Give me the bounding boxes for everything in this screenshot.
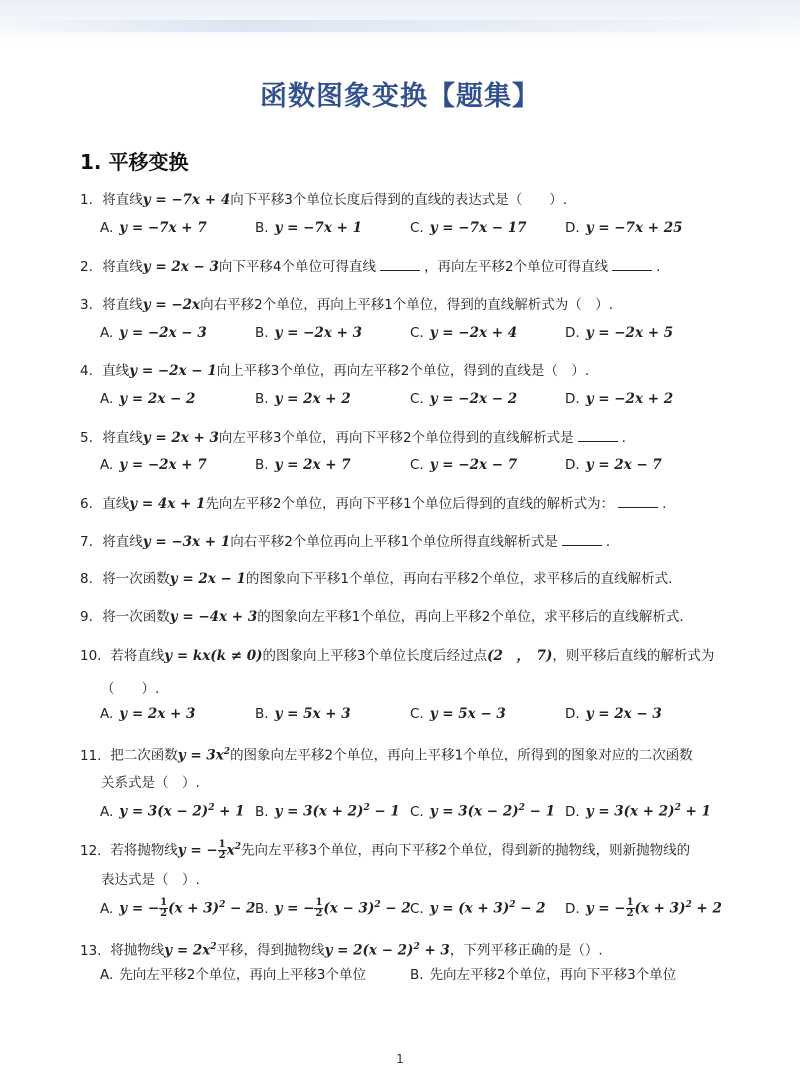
option-c[interactable]: C. y = −7x − 17 [410,220,527,236]
question-number: 4. [80,363,93,379]
option-d[interactable]: D. y = −2x + 2 [565,391,674,407]
option-d[interactable]: D. y = 2x − 7 [565,457,662,473]
question-number: 12. [80,842,102,859]
question-number: 13. [80,942,102,959]
question-number: 7. [80,534,93,550]
answer-blank[interactable] [612,256,652,271]
question-number: 6. [80,496,93,512]
question-10-continuation: （ ）. [101,681,160,697]
math-expression: y = −7x + 4 [142,192,231,208]
option-a[interactable]: A. 先向左平移2个单位，再向上平移3个单位 [100,967,366,983]
question-number: 11. [80,747,102,764]
question-number: 3. [80,297,93,313]
option-c[interactable]: C. $y = (x + 3)^2 - 2$ [410,900,546,917]
question-8: 8. 将一次函数y = 2x − 1的图象向下平移1个单位，再向右平移2个单位，求平移后的直线解析式. [80,571,673,587]
option-c[interactable]: C. y = −2x − 7 [410,457,518,473]
question-11: 11. 把二次函数$y = 3x^2$的图象向左平移2个单位，再向上平移1个单位，所得到的图象对应的二次函数 [80,747,693,764]
answer-blank[interactable] [618,493,658,508]
question-12-continuation: 表达式是（ ）. [101,872,200,888]
question-number: 9. [80,609,93,625]
question-number: 10. [80,648,102,664]
option-b[interactable]: B. y = −2x + 3 [255,325,362,341]
option-b[interactable]: B. y = 5x + 3 [255,706,351,722]
option-d[interactable]: D. $y = 3(x + 2)^2 + 1$ [565,803,711,820]
option-b[interactable]: B. y = 2x + 2 [255,391,351,407]
option-a[interactable]: A. y = −2x − 3 [100,325,207,341]
question-10: 10. 若将直线y = kx(k ≠ 0)的图象向上平移3个单位长度后经过点(2 ， 7)，则平移后直线的解析式为 [80,648,715,664]
answer-blank[interactable] [562,531,602,546]
option-d[interactable]: D. y = 2x − 3 [565,706,662,722]
question-7: 7. 将直线y = −3x + 1向右平移2个单位再向上平移1个单位所得直线解析式是 . [80,531,730,552]
option-a[interactable]: A. y = 2x + 3 [100,706,196,722]
option-b[interactable]: B. $y = 3(x + 2)^2 - 1$ [255,803,400,820]
option-d[interactable]: D. y = −2x + 5 [565,325,674,341]
option-c[interactable]: C. $y = 3(x - 2)^2 - 1$ [410,803,555,820]
question-11-continuation: 关系式是（ ）. [101,775,200,791]
option-d[interactable]: D. y = −7x + 25 [565,220,683,236]
option-a[interactable]: A. y = 2x − 2 [100,391,196,407]
option-a[interactable]: A. $y = 3(x - 2)^2 + 1$ [100,803,245,820]
header-decoration [0,0,800,44]
fraction: $\frac{1}{2}$ [218,839,226,861]
option-c[interactable]: C. y = 5x − 3 [410,706,506,722]
option-a[interactable]: A. y = −2x + 7 [100,457,207,473]
option-a[interactable]: A. y = −7x + 7 [100,220,207,236]
option-d[interactable]: D. y = − $\frac{1}{2}$ $(x + 3)^2 + 2$ [565,897,722,919]
answer-blank[interactable] [578,427,618,442]
section-heading: 1. 平移变换 [80,150,189,174]
question-12: 12. 若将抛物线y = − $\frac{1}{2}$ $x^2$先向左平移3个单位，再向下平移2个单位，得到新的抛物线，则新抛物线的 [80,839,691,861]
question-4: 4. 直线y = −2x − 1向上平移3个单位，再向左平移2个单位，得到的直线是（ ）. [80,363,590,379]
page-title: 函数图象变换【题集】 [260,81,540,112]
question-3: 3. 将直线y = −2x向右平移2个单位，再向上平移1个单位，得到的直线解析式为（ ）. [80,297,614,313]
option-b[interactable]: B. y = − $\frac{1}{2}$ $(x - 3)^2 - 2$ [255,897,411,919]
question-1: 1. 将直线y = −7x + 4向下平移3个单位长度后得到的直线的表达式是（ ）. [80,192,568,208]
question-13: 13. 将抛物线$y = 2x^2$平移，得到抛物线$y = 2(x - 2)^2 + 3$，下列平移正确的是（）. [80,942,603,959]
question-number: 5. [80,430,93,446]
option-c[interactable]: C. y = −2x + 4 [410,325,518,341]
question-6: 6. 直线y = 4x + 1先向左平移2个单位，再向下平移1个单位后得到的直线的解析式为： . [80,493,730,514]
option-b[interactable]: B. y = 2x + 7 [255,457,351,473]
question-9: 9. 将一次函数y = −4x + 3的图象向左平移1个单位，再向上平移2个单位，求平移后的直线解析式. [80,609,684,625]
question-5: 5. 将直线y = 2x + 3向左平移3个单位，再向下平移2个单位得到的直线解析式是 . [80,427,730,448]
question-number: 2. [80,259,93,275]
question-number: 1. [80,192,93,208]
option-b[interactable]: B. 先向左平移2个单位，再向下平移3个单位 [410,967,677,983]
answer-blank[interactable] [380,256,420,271]
question-2: 2. 将直线y = 2x − 3向下平移4个单位可得直线 ，再向左平移2个单位可得直线 . [80,256,730,277]
page-number: 1 [396,1052,404,1066]
option-c[interactable]: C. y = −2x − 2 [410,391,518,407]
question-number: 8. [80,571,93,587]
option-a[interactable]: A. y = − $\frac{1}{2}$ $(x + 3)^2 - 2$ [100,897,256,919]
option-b[interactable]: B. y = −7x + 1 [255,220,362,236]
